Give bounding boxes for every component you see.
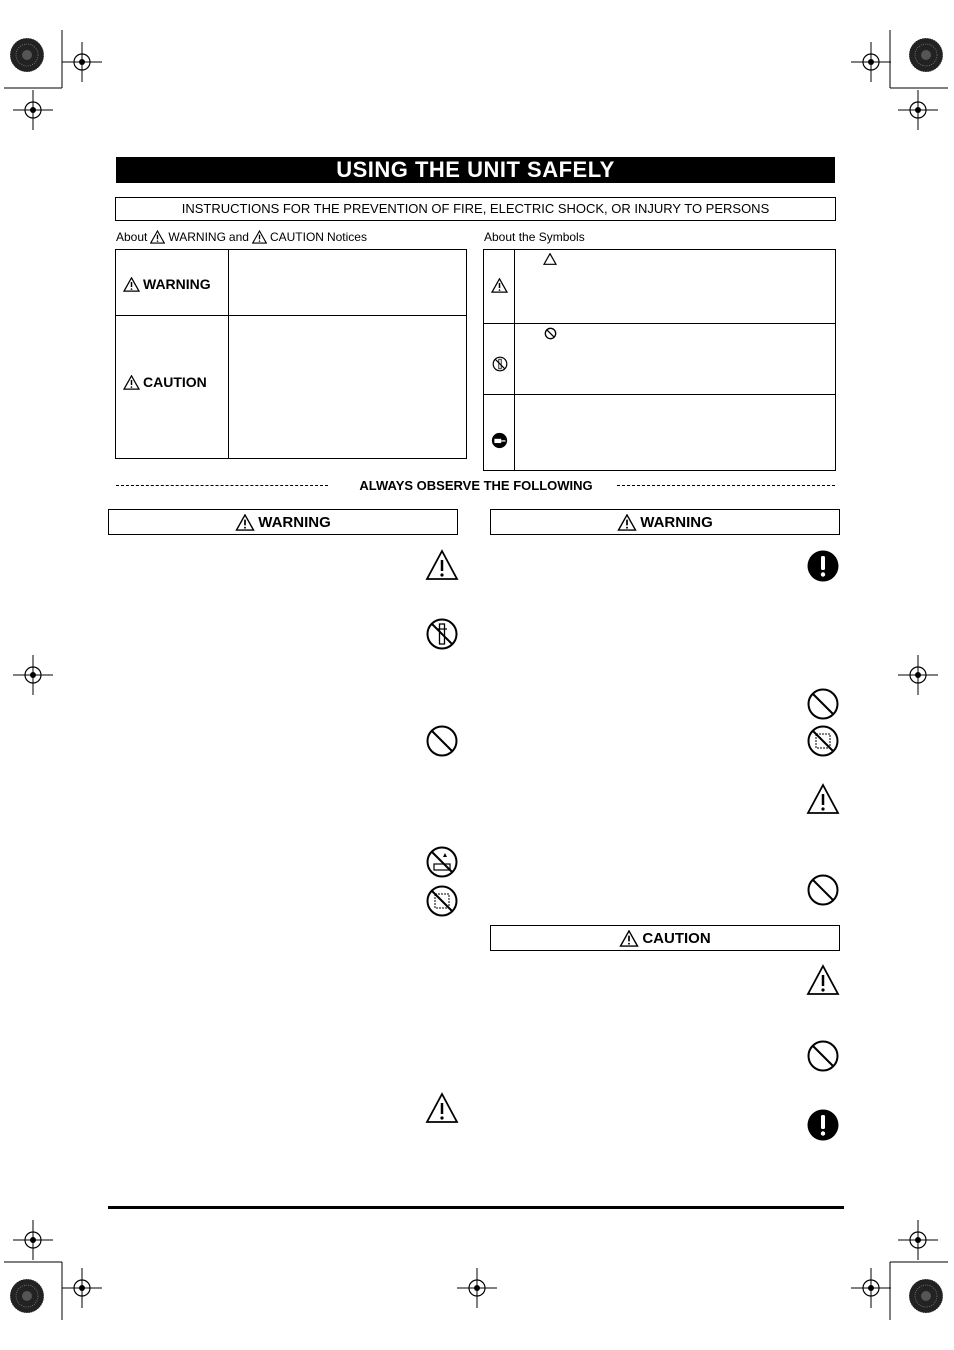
- no-wet-hands-icon: [806, 724, 840, 758]
- warning-triangle-icon: [617, 514, 637, 531]
- notice-caution-cell: [123, 374, 207, 390]
- notices-about-text: About: [116, 230, 148, 244]
- right-warning-label: WARNING: [640, 513, 713, 531]
- attention-triangle-icon: [806, 964, 840, 998]
- symbols-table: [483, 249, 836, 471]
- warning-triangle-icon: [123, 277, 140, 292]
- prohibited-icon: [806, 1039, 840, 1073]
- mandatory-action-icon: [806, 1108, 840, 1142]
- warning-triangle-icon: [150, 230, 165, 244]
- unplug-icon: [491, 432, 508, 449]
- no-wet-hands-icon: [425, 884, 459, 918]
- left-warning-header: [108, 509, 458, 535]
- notice-table: [115, 249, 467, 459]
- notice-warning-label: WARNING: [143, 276, 211, 292]
- page-title: USING THE UNIT SAFELY: [116, 157, 835, 183]
- attention-triangle-icon: [491, 278, 508, 293]
- left-warning-label: WARNING: [258, 513, 331, 531]
- observe-divider: [116, 476, 835, 496]
- notice-warning-cell: [123, 276, 211, 292]
- symbols-heading: About the Symbols: [484, 230, 585, 244]
- right-caution-header: [490, 925, 840, 951]
- caution-triangle-icon: [252, 230, 267, 244]
- notice-caution-label: CAUTION: [143, 374, 207, 390]
- page-subtitle: INSTRUCTIONS FOR THE PREVENTION OF FIRE, ELECTRIC SHOCK, OR INJURY TO PERSONS: [115, 197, 836, 221]
- observe-heading: ALWAYS OBSERVE THE FOLLOWING: [336, 476, 616, 496]
- prohibited-icon: [425, 724, 459, 758]
- no-liquid-icon: [425, 845, 459, 879]
- attention-triangle-icon: [425, 1092, 459, 1126]
- footer-rule: [108, 1206, 844, 1209]
- prohibited-icon: [806, 873, 840, 907]
- disassemble-prohibited-icon: [425, 617, 459, 651]
- disassemble-prohibited-icon: [492, 356, 508, 372]
- caution-triangle-icon: [619, 930, 639, 947]
- notices-caution-text: CAUTION: [269, 230, 324, 244]
- prohibited-icon: [806, 687, 840, 721]
- notices-and-text: and: [228, 230, 249, 244]
- right-caution-label: CAUTION: [642, 929, 711, 947]
- attention-triangle-icon: [806, 783, 840, 817]
- warning-triangle-icon: [235, 514, 255, 531]
- notices-notices-text: Notices: [326, 230, 367, 244]
- notices-warning-text: WARNING: [168, 230, 226, 244]
- small-triangle-icon: [543, 253, 557, 265]
- small-prohibited-icon: [544, 327, 557, 340]
- caution-triangle-icon: [123, 375, 140, 390]
- notices-heading: [116, 230, 367, 244]
- right-warning-header: [490, 509, 840, 535]
- mandatory-action-icon: [806, 549, 840, 583]
- attention-triangle-icon: [425, 549, 459, 583]
